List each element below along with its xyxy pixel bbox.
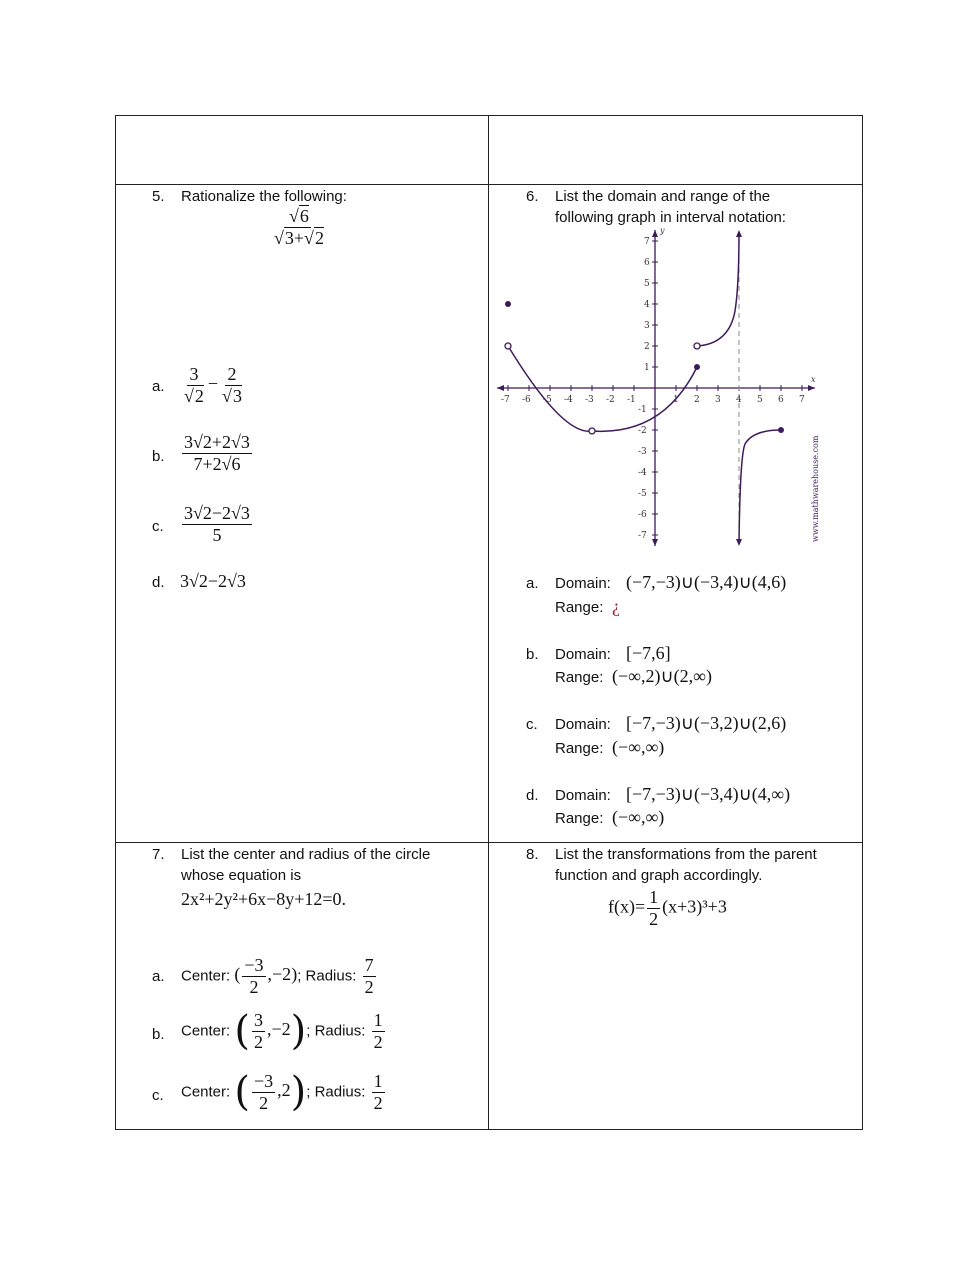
q8-number: 8.: [526, 846, 539, 863]
q6-option-b-domain[interactable]: [−7,6]: [626, 643, 671, 663]
y-tick-label: -6: [638, 510, 647, 520]
q6-option-a-range[interactable]: ¿: [612, 596, 620, 616]
y-tick-label: 4: [644, 300, 650, 310]
open-point: [694, 343, 700, 349]
x-tick-label: -5: [543, 395, 552, 405]
q7-number: 7.: [152, 846, 165, 863]
q6-option-d-range[interactable]: (−∞,∞): [612, 807, 665, 827]
q6-option-b-range[interactable]: (−∞,2)∪(2,∞): [612, 666, 712, 686]
y-tick-label: 1: [644, 363, 650, 373]
y-axis-label: y: [660, 226, 665, 235]
x-tick-label: 2: [694, 395, 700, 405]
q6-option-d-letter[interactable]: d.: [526, 787, 539, 804]
q7-prompt-line1: List the center and radius of the circle: [181, 846, 431, 863]
q7-option-c[interactable]: Center: ( $\frac{-3}{2}$ ,2); Radius: $\frac{1}{2}$: [181, 1069, 383, 1116]
curve-lower-right: [739, 430, 781, 544]
q6-option-a-range-label: Range:: [555, 599, 604, 616]
x-tick-label: -3: [585, 395, 594, 405]
q7-option-c-letter[interactable]: c.: [152, 1087, 164, 1104]
q5-number: 5.: [152, 188, 165, 205]
q5-option-c-letter[interactable]: c.: [152, 518, 164, 535]
y-tick-label: -5: [638, 489, 647, 499]
q5-option-a-letter[interactable]: a.: [152, 378, 165, 395]
y-axis-arrow-down: [652, 539, 658, 546]
q7-option-b[interactable]: Center: ( $\frac{3}{2}$ ,−2); Radius: $\frac{1}{2}$: [181, 1008, 383, 1055]
y-tick-label: -3: [638, 447, 647, 457]
x-tick-label: -6: [522, 395, 531, 405]
x-tick-label: 4: [736, 395, 742, 405]
y-tick-label: 6: [644, 258, 650, 268]
q6-number: 6.: [526, 188, 539, 205]
q6-option-a-domain-label: Domain:: [555, 575, 611, 592]
q6-option-a-domain[interactable]: (−7,−3)∪(−3,4)∪(4,6): [626, 572, 787, 592]
q5-prompt: Rationalize the following:: [181, 188, 347, 205]
curve-upper-right: [697, 232, 739, 346]
q5-option-b[interactable]: $\frac{3√2+2√3}{7+2√6}$: [184, 432, 250, 474]
curve-arrow-up: [736, 230, 742, 237]
q6-option-c-range[interactable]: (−∞,∞): [612, 737, 665, 757]
y-tick-label: 5: [644, 279, 650, 289]
closed-point: [694, 364, 700, 370]
q6-prompt-line1: List the domain and range of the: [555, 188, 771, 205]
table-row-divider: [115, 184, 863, 185]
y-tick-label: 7: [644, 237, 650, 247]
q6-option-d-domain[interactable]: [−7,−3)∪(−3,4)∪(4,∞): [626, 784, 791, 804]
open-point: [505, 343, 511, 349]
q5-expression: $\frac{√6}{√3+√2}$: [274, 206, 324, 248]
q6-option-d-domain-label: Domain:: [555, 787, 611, 804]
q8-function: f(x)= $\frac{1}{2}$ (x+3)³+3: [608, 887, 727, 929]
isolated-point: [505, 301, 511, 307]
table-column-divider: [488, 115, 489, 1130]
q8-prompt-line1: List the transformations from the parent: [555, 846, 817, 863]
closed-point: [778, 427, 784, 433]
y-tick-label: 3: [644, 321, 650, 331]
q6-option-c-letter[interactable]: c.: [526, 716, 538, 733]
y-tick-label: -1: [638, 405, 647, 415]
q5-option-c[interactable]: $\frac{3√2-2√3}{5}$: [184, 503, 250, 545]
x-tick-label: -7: [501, 395, 510, 405]
y-axis-arrow: [652, 230, 658, 237]
x-tick-label: 5: [757, 395, 763, 405]
y-tick-label: 2: [644, 342, 650, 352]
q6-graph: [493, 226, 828, 551]
x-tick-label: 6: [778, 395, 784, 405]
q6-option-b-letter[interactable]: b.: [526, 646, 539, 663]
q6-option-d-range-label: Range:: [555, 810, 604, 827]
q5-option-a[interactable]: $\frac{3}{√2}$ − $\frac{2}{√3}$: [184, 364, 242, 406]
open-point: [589, 428, 595, 434]
q7-option-a-letter[interactable]: a.: [152, 968, 165, 985]
graph-watermark: www.mathwarehouse.com: [811, 435, 820, 542]
x-tick-label: 1: [673, 395, 679, 405]
q6-option-b-range-label: Range:: [555, 669, 604, 686]
x-tick-label: 3: [715, 395, 721, 405]
q6-prompt-line2: following graph in interval notation:: [555, 209, 786, 226]
q7-equation: 2x²+2y²+6x−8y+12=0.: [181, 889, 347, 909]
x-axis-arrow-left: [497, 385, 504, 391]
y-tick-label: -2: [638, 426, 647, 436]
y-tick-label: -7: [638, 531, 647, 541]
curve-arrow-down: [736, 539, 742, 546]
table-row-divider: [115, 842, 863, 843]
q7-option-a[interactable]: Center: ( $\frac{-3}{2}$ ,−2); Radius: $\frac{7}{2}$: [181, 955, 374, 997]
q7-option-b-letter[interactable]: b.: [152, 1026, 165, 1043]
x-tick-label: 7: [799, 395, 805, 405]
y-tick-label: -4: [638, 468, 647, 478]
q6-option-c-domain-label: Domain:: [555, 716, 611, 733]
x-axis-label: x: [811, 375, 816, 384]
q6-option-c-domain[interactable]: [−7,−3)∪(−3,2)∪(2,6): [626, 713, 787, 733]
q7-prompt-line2: whose equation is: [181, 867, 302, 884]
x-tick-label: -1: [627, 395, 636, 405]
x-tick-label: -4: [564, 395, 573, 405]
x-tick-label: -2: [606, 395, 615, 405]
q5-option-d-letter[interactable]: d.: [152, 574, 165, 591]
q8-prompt-line2: function and graph accordingly.: [555, 867, 763, 884]
x-axis-arrow: [808, 385, 815, 391]
q5-option-b-letter[interactable]: b.: [152, 448, 165, 465]
q5-option-d[interactable]: 3√2−2√3: [180, 571, 246, 591]
q6-option-a-letter[interactable]: a.: [526, 575, 539, 592]
q6-option-b-domain-label: Domain:: [555, 646, 611, 663]
q6-option-c-range-label: Range:: [555, 740, 604, 757]
